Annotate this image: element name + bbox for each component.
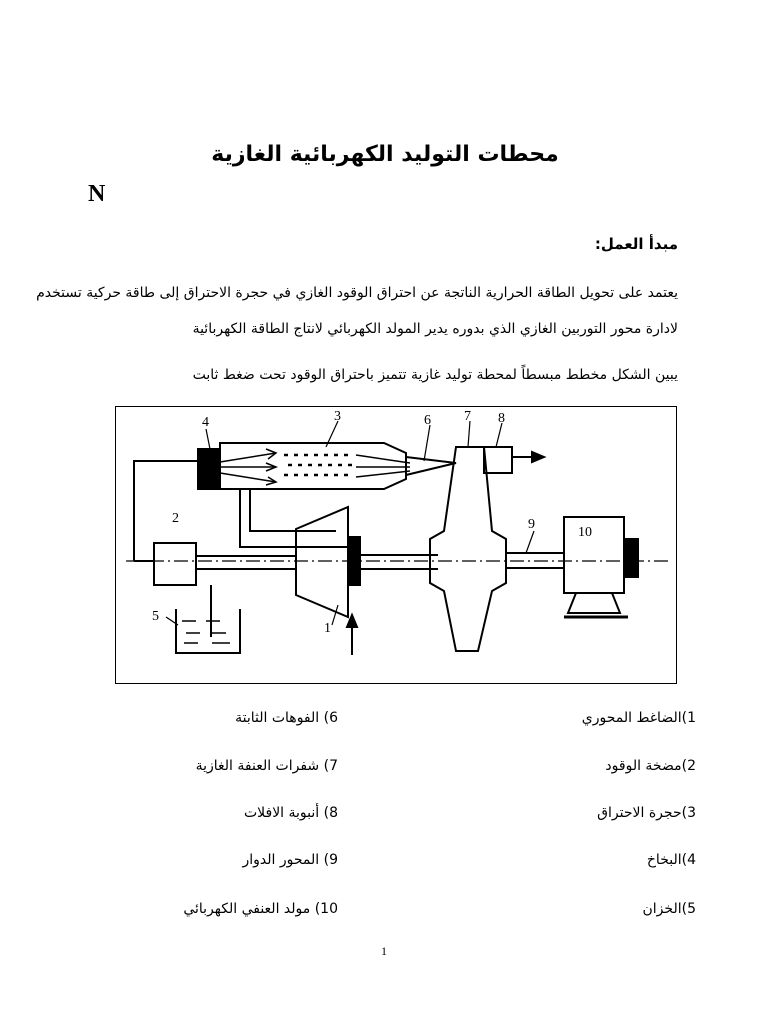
label-9: 9 <box>528 517 535 532</box>
page-title: محطات التوليد الكهربائية الغازية <box>211 142 559 167</box>
label-7: 7 <box>464 409 471 424</box>
exhaust-pipe-8 <box>484 447 512 473</box>
legend-item-8: 8) أنبوبة الافلات <box>243 805 338 821</box>
fixed-nozzles-6 <box>406 457 456 475</box>
combustion-chamber-3 <box>220 443 406 489</box>
legend-item-4: 4)البخاخ <box>646 852 696 868</box>
legend-item-5: 5)الخزان <box>642 901 696 917</box>
label-3: 3 <box>334 409 341 424</box>
injector-4 <box>198 449 220 489</box>
label-5: 5 <box>152 609 159 624</box>
label-6: 6 <box>424 413 431 428</box>
label-10: 10 <box>578 525 592 540</box>
air-duct-inner <box>250 489 336 531</box>
legend-item-1: 1)الضاغط المحوري <box>581 710 696 726</box>
fuel-pump-2 <box>154 543 196 585</box>
section-heading: مبدأ العمل: <box>594 235 678 253</box>
gas-power-plant-diagram <box>115 406 677 684</box>
section-marker: N <box>88 181 106 207</box>
label-2: 2 <box>172 511 179 526</box>
legend-item-3: 3)حجرة الاحتراق <box>597 805 696 821</box>
legend-item-10: 10) مولد العنفي الكهربائي <box>183 901 338 917</box>
legend-item-9: 9) المحور الدوار <box>242 852 338 868</box>
label-8: 8 <box>498 411 505 426</box>
paragraph-line-1: يعتمد على تحويل الطاقة الحرارية الناتجة عن احتراق الوقود الغازي في حجرة الاحتراق إلى طاقة حركية تستخدم <box>36 285 678 301</box>
paragraph-line-2: لادارة محور التوربين الغازي الذي بدوره يدير المولد الكهربائي لانتاج الطاقة الكهربائية <box>192 321 678 337</box>
gas-turbine-7 <box>430 447 506 651</box>
combustion-dots <box>284 455 352 475</box>
legend-item-7: 7) شفرات العنفة الغازية <box>195 758 338 774</box>
generator-10 <box>564 517 624 593</box>
tank-5 <box>176 609 240 653</box>
legend-item-2: 2)مضخة الوقود <box>605 758 696 774</box>
fuel-supply-line <box>134 461 198 561</box>
figure-caption: يبين الشكل مخطط مبسطاً لمحطة توليد غازية تتميز باحتراق الوقود تحت ضغط ثابت <box>192 367 678 383</box>
axial-compressor-1 <box>296 507 348 617</box>
legend-item-6: 6) الفوهات الثابتة <box>235 710 338 726</box>
label-1: 1 <box>324 621 331 636</box>
label-4: 4 <box>202 415 209 430</box>
page-number: 1 <box>381 944 387 958</box>
